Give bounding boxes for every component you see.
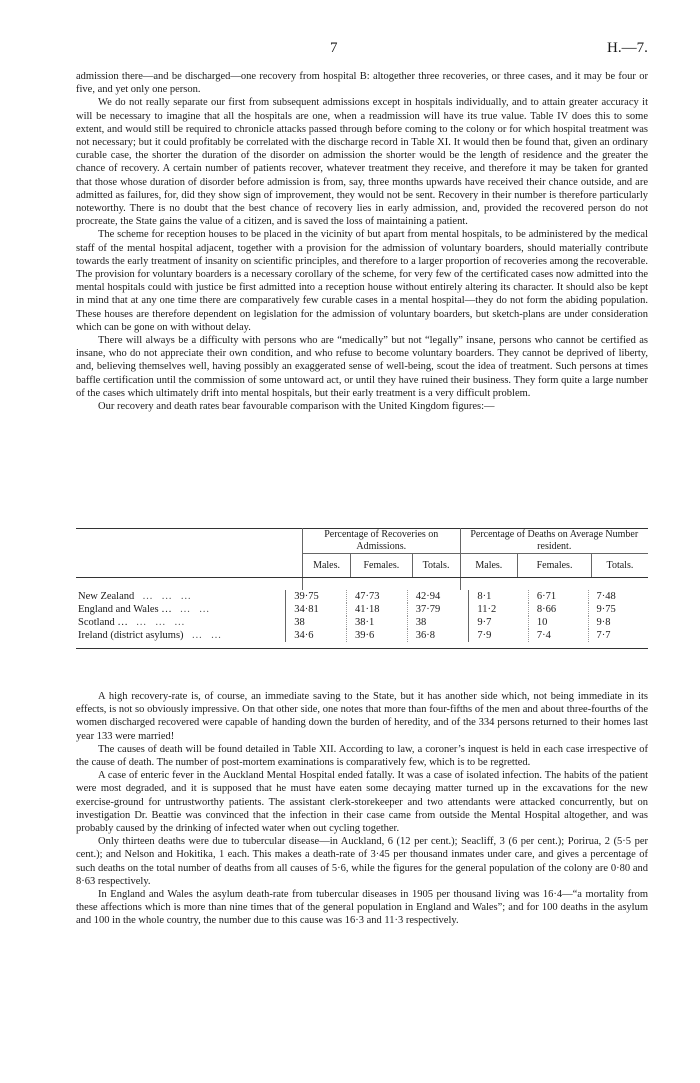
table-row: [76, 590, 648, 603]
row-leader: … …: [179, 604, 213, 615]
table-cell: 7·48: [588, 590, 648, 603]
col-header: Males.: [460, 554, 518, 578]
table-cell: 9·75: [588, 603, 648, 616]
table-cell: 7·7: [588, 629, 648, 642]
paragraph: A high recovery-rate is, of course, an immediate saving to the State, but it has another side which, not being immediate in its effects, is not so obviously impressive. On that other side, one notes that more than four-fifths of the men and about three-fourths of the women discharged recovered were capable of handing down the burden of heredity, and of the 334 persons returned to their homes last year 133 were married!: [76, 691, 648, 742]
table-cell: 41·18: [347, 603, 408, 616]
row-leader: … … …: [135, 617, 188, 628]
row-label: Ireland (district asylums): [78, 630, 184, 641]
table-cell: 9·7: [469, 616, 529, 629]
col-header: Males.: [303, 554, 351, 578]
table-cell: 38: [407, 616, 469, 629]
table-cell: 39·75: [286, 590, 347, 603]
col-header: Females.: [351, 554, 412, 578]
paragraph: We do not really separate our first from subsequent admissions except in hospitals individually, and to attain greater accuracy it will be necessary to imagine that all the hospitals are one, when a readmission will have its true value. Table IV does this to some extent, and would still be required to chronicle attacks passed through before coming to the colony or for which hospital treatment was not necessary; but it could profitably be correlated with the discharge record in Table XI. It would then be found that, given an ordinary curable case, the shorter the duration of the disorder on admission the shorter would be the length of residence and the greater the chance of recovery. A certain number of patients recover, whatever treatment they receive, and therefore it may be taken for granted that those whose duration of disorder before admission is from, say, three months upwards have received their chance outside, and are admitted as failures, for, did they show sign of improvement, they would not be sent. Recovery in their number is therefore particularly noteworthy. There is no doubt that the best chance of recovery lies in early admission, and, provided the recovered person do not procreate, the State gains the value of a citizen, and is saved the loss of maintaining a patient.: [76, 97, 648, 228]
page-number: 7: [330, 40, 338, 56]
row-leader: … … …: [142, 591, 195, 602]
body-text-bottom: [76, 690, 648, 928]
body-text-top: [76, 70, 648, 413]
table-cell: 7·9: [469, 629, 529, 642]
table-cell: 9·8: [588, 616, 648, 629]
table-cell: 37·79: [407, 603, 469, 616]
paragraph: The scheme for reception houses to be placed in the vicinity of but apart from mental hospitals, to be administered by the medical staff of the mental hospital adjacent, together with a provision for the admission of voluntary boarders, should materially contribute towards the early treatment of insanity on scientific principles, and therefore to a larger proportion of recoveries among the recoverable. The provision for voluntary boarders is a necessary corollary of the scheme, for very few of the certificated cases now admitted into the mental hospitals could with justice be first admitted into a reception house without entirely altering its character. It should also be kept in mind that at any one time there are comparatively few curable cases in a mental hospital—they do not form the abiding population. These houses are therefore dependent on legislation for the admission of voluntary boarders, but sketch-plans are under consideration which can be gone on with without delay.: [76, 229, 648, 333]
table-cell: 36·8: [407, 629, 469, 642]
col-header: Totals.: [412, 554, 460, 578]
table-row: [76, 616, 648, 629]
header-deaths: Percentage of Deaths on Average Number resident.: [460, 529, 648, 554]
table-cell: 7·4: [528, 629, 588, 642]
row-label: England and Wales …: [78, 604, 172, 615]
table-cell: 47·73: [347, 590, 408, 603]
table-cell: 38·1: [347, 616, 408, 629]
table-cell: 8·66: [528, 603, 588, 616]
row-label: Scotland …: [78, 617, 128, 628]
paragraph: There will always be a difficulty with persons who are “medically” but not “legally” insane, persons who cannot be certified as insane, who do not appreciate their own condition, and who refuse to become voluntary boarders. They cannot be deprived of liberty, and, believing themselves well, having possibly an exaggerated sense of well-being, scout the idea of treatment. Such persons at times baffle certification until the commission of some untoward act, or until they have ruined their business. They form quite a large number of the cases which ultimately drift into mental hospitals, but their early treatment is a very difficult problem.: [76, 335, 648, 399]
table-cell: 8·1: [469, 590, 529, 603]
table-cell: 42·94: [407, 590, 469, 603]
table-cell: 11·2: [469, 603, 529, 616]
document-code: H.—7.: [607, 40, 648, 56]
col-header: Totals.: [591, 554, 648, 578]
table-row: [76, 629, 648, 642]
paragraph: The causes of death will be found detailed in Table XII. According to law, a coroner’s inquest is held in each case irrespective of the cause of death. The number of post-mortem examinations is comparatively few, which is to be regretted.: [76, 743, 648, 769]
paragraph: A case of enteric fever in the Auckland Mental Hospital ended fatally. It was a case of isolated infection. The habits of the patient were most degraded, and it is supposed that he must have eaten some decaying matter turned up in the excavations for the new exercise-ground for untrustworthy patients. The assistant clerk-storekeeper and two attendants were attacked concurrently, but on investigation Dr. Beattie was convinced that the infection in their case came from outside the Mental Hospital altogether, and was probably caused by the drinking of infected water when out cycling together.: [76, 770, 648, 835]
table-cell: 10: [528, 616, 588, 629]
header-recoveries: Percentage of Recoveries on Admissions.: [303, 529, 461, 554]
table-cell: 39·6: [347, 629, 408, 642]
table-cell: 34·6: [286, 629, 347, 642]
col-header: Females.: [518, 554, 592, 578]
paragraph: Only thirteen deaths were due to tubercular disease—in Auckland, 6 (12 per cent.); Seacliff, 3 (6 per cent.); Porirua, 2 (5·5 per cent.); and Nelson and Hokitika, 1 each. This makes a death-rate of 3·45 per thousand inmates under care, and gives a percentage of such deaths on the total number of deaths from all causes of 5·6, while the figures for the general population of the colony are 0·80 and 8·63 respectively.: [76, 836, 648, 887]
paragraph: admission there—and be discharged—one recovery from hospital B: altogether three recoveries, or three cases, and it may be four or five, and yet only one person.: [76, 71, 648, 96]
paragraph: In England and Wales the asylum death-rate from tubercular diseases in 1905 per thousand living was 16·4—“a mortality from these affections which is more than nine times that of the general population in England and Wales”; and for 100 deaths in the asylum and 100 in the whole country, the number due to this cause was 16·3 and 11·3 respectively.: [76, 889, 648, 927]
table-row: [76, 603, 648, 616]
table-rows: [76, 590, 648, 649]
paragraph: Our recovery and death rates bear favourable comparison with the United Kingdom figures:—: [98, 401, 495, 413]
row-leader: … …: [191, 630, 225, 641]
table-cell: 38: [286, 616, 347, 629]
comparison-table: [76, 528, 648, 649]
table-cell: 34·81: [286, 603, 347, 616]
row-label: New Zealand: [78, 591, 135, 602]
table-cell: 6·71: [528, 590, 588, 603]
